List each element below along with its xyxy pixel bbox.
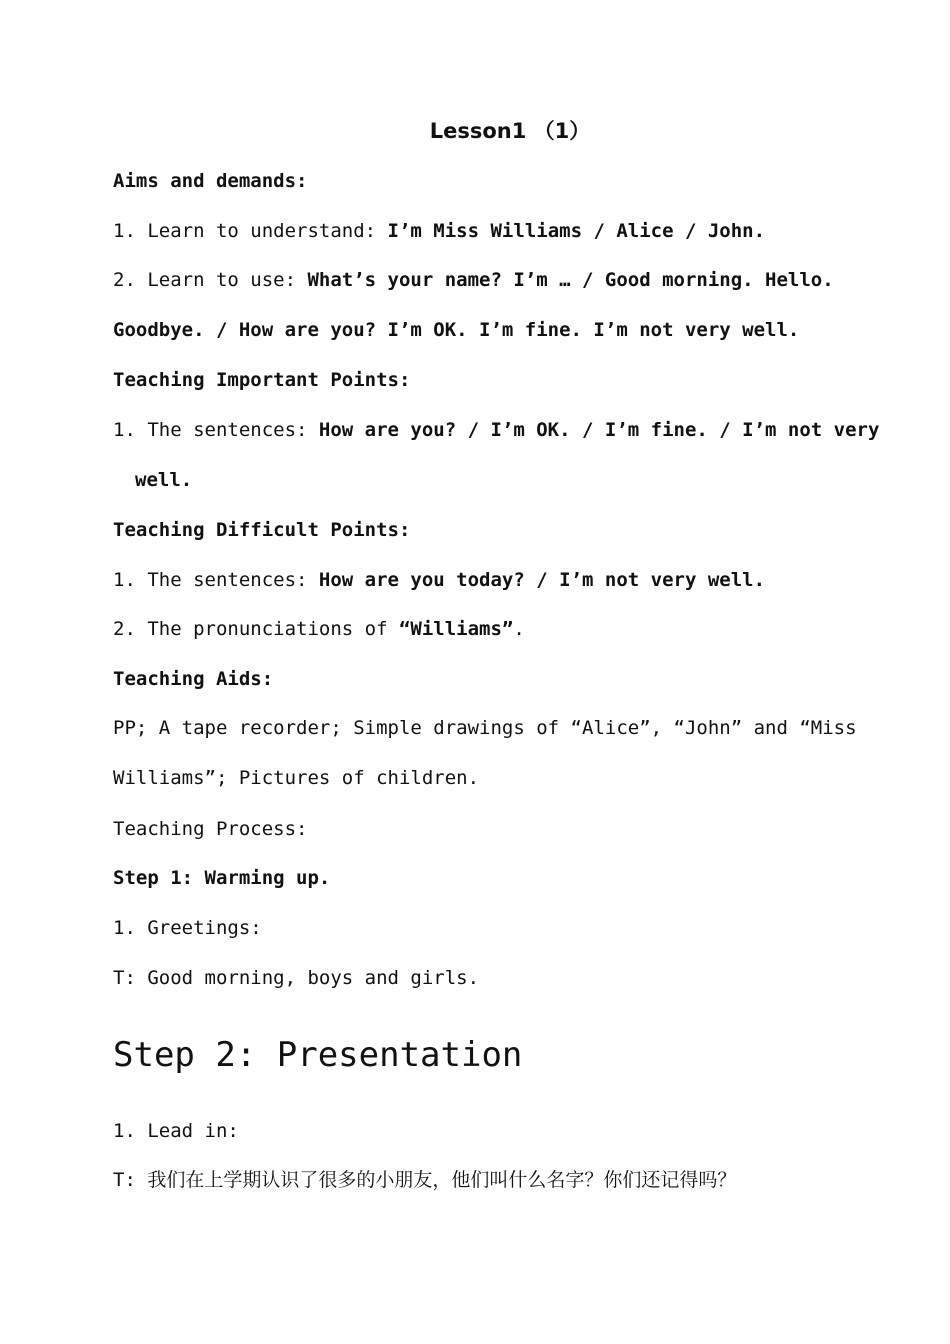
lesson-title: Lesson1 （1） (429, 119, 591, 143)
aim-item-2 (113, 267, 853, 293)
difficult-points-heading: Teaching Difficult Points: (113, 519, 411, 541)
aim-item-1-prefix: 1. Learn to understand: (113, 220, 388, 242)
difficult-point-2-text: “Williams” (398, 618, 514, 640)
difficult-point-2-prefix: 2. The pronunciations of (113, 618, 399, 640)
teaching-aids-line-1: PP; A tape recorder; Simple drawings of “Alice”, “John” and “Miss (113, 717, 857, 739)
aim-item-2-text: What’s your name? I’m … / Good morning. Hello. (307, 269, 834, 291)
teaching-aids-heading: Teaching Aids: (113, 668, 274, 690)
difficult-point-2-suffix: . (513, 618, 525, 640)
step-2-teacher-text: 我们在上学期认识了很多的小朋友，他们叫什么名字？你们还记得吗？ (147, 1169, 737, 1191)
important-point-1-prefix: 1. The sentences: (113, 419, 319, 441)
difficult-point-1-prefix: 1. The sentences: (113, 569, 319, 591)
step-1-heading: Step 1: Warming up. (113, 867, 331, 889)
aim-item-2-prefix: 2. Learn to use: (113, 269, 308, 291)
important-point-1 (113, 417, 880, 443)
difficult-point-1-text: How are you today? / I’m not very well. (318, 569, 766, 591)
aim-item-1-text: I’m Miss Williams / Alice / John. (387, 220, 766, 242)
step-2-teacher-line (113, 1167, 853, 1193)
step-2-heading: Step 2: Presentation (113, 1035, 523, 1075)
teaching-aids-line-2: Williams”; Pictures of children. (113, 767, 480, 789)
step-2-teacher-prefix: T: (113, 1169, 148, 1191)
aim-item-2-continued: Goodbye. / How are you? I’m OK. I’m fine. I’m not very well. (113, 319, 800, 341)
step-2-item-1: 1. Lead in: (113, 1120, 239, 1142)
important-points-heading: Teaching Important Points: (113, 369, 411, 391)
step-1-teacher-line: T: Good morning, boys and girls. (113, 967, 480, 989)
difficult-point-2 (113, 616, 853, 642)
important-point-1-continued: well. (135, 469, 193, 491)
step-1-item-1: 1. Greetings: (113, 917, 262, 939)
teaching-process-heading: Teaching Process: (113, 818, 308, 840)
aims-heading: Aims and demands: (113, 170, 308, 192)
important-point-1-text: How are you? / I’m OK. / I’m fine. / I’m not very (318, 419, 880, 441)
difficult-point-1 (113, 567, 853, 593)
aim-item-1 (113, 218, 853, 244)
